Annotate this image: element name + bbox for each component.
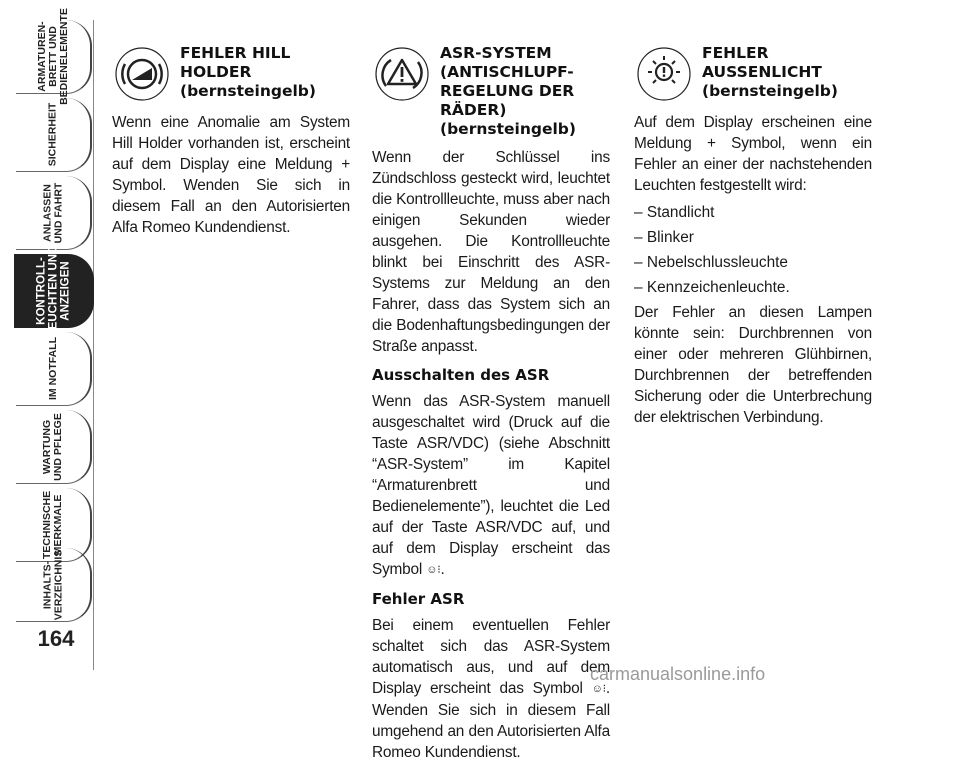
asr-off-symbol-icon: ☺⁝ [426, 564, 441, 576]
paragraph-text: Bei einem eventuellen Fehler schaltet sich das ASR-System automatisch aus, und auf dem Display erscheint das Symbol [372, 617, 610, 697]
section-heading: FEHLER AUSSENLICHT (bernsteingelb) [702, 44, 838, 100]
tab-label: KONTROLL- LEUCHTEN UND ANZEIGEN [35, 245, 72, 336]
subheading: Fehler ASR [372, 590, 465, 608]
tab-armaturenbrett[interactable] [16, 8, 92, 105]
tab-label: IM NOTFALL [46, 337, 59, 400]
section-header [372, 44, 610, 139]
body-paragraph: Der Fehler an diesen Lampen könnte sein: Durchbrennen von einer oder mehreren Glühbirnen, Durchbrennen der betreffenden Sicherung oder die Unterbrechung der elektrischen Verbindung. [634, 304, 872, 426]
list-item: – Standlicht [634, 204, 715, 221]
asr-off-symbol-icon: ☺⁝ [591, 683, 606, 695]
chapter-sidebar [0, 0, 100, 692]
body-paragraph: Auf dem Display erscheinen eine Meldung + Symbol, wenn ein Fehler an einer der nachstehenden Leuchten festgestellt wird: [634, 114, 872, 194]
body-paragraph: Wenn der Schlüssel ins Zündschloss gesteckt wird, leuchtet die Kontrollleuchte, muss aber nach einigen Sekunden wieder ausgehen. Die Kontrollleuchte blinkt bei Einschritt des ASR-Systems zur Meldung an den Fahrer, dass das System sich an die Bodenhaftungsbedingungen der Straße anpasst. [372, 149, 610, 355]
body-paragraph [372, 391, 610, 581]
tab-label: ARMATUREN- BRETT UND BEDIENELEMENTE [35, 8, 70, 105]
paragraph-text: . Wenden Sie sich in diesem Fall umgehend an den Autorisierten Alfa Romeo Kundendienst. [372, 680, 610, 761]
tab-kontrollleuchten[interactable] [14, 245, 94, 336]
asr-warning-triangle-icon [372, 44, 432, 104]
page-number: 164 [37, 626, 75, 651]
section-heading: FEHLER HILL HOLDER (bernsteingelb) [180, 44, 316, 100]
sidebar-divider [93, 20, 94, 670]
tab-label: WARTUNG UND PFLEGE [40, 412, 64, 481]
hill-holder-warning-icon [112, 44, 172, 104]
section-header [112, 44, 350, 104]
tab-anlassen[interactable] [16, 176, 92, 250]
list-item: – Kennzeichenleuchte. [634, 279, 790, 296]
section-heading: ASR-SYSTEM (ANTISCHLUPF- REGELUNG DER RÄDER) (bernsteingelb) [440, 44, 576, 138]
tab-inhaltsverzeichnis[interactable] [16, 548, 92, 622]
tab-label: ANLASSEN UND FAHRT [40, 182, 64, 243]
tab-label: TECHNISCHE MERKMALE [40, 490, 64, 559]
paragraph-text: Wenn das ASR-System manuell ausgeschaltet wird (Druck auf die Taste ASR/VDC) (siehe Abschnitt “ASR-System” im Kapitel “Armaturenbrett und Bedienelemente”), leuchtet die Led auf der Taste ASR/VDC auf, und auf dem Display erscheint das Symbol [372, 393, 610, 578]
tab-label: SICHERHEIT [46, 102, 59, 167]
watermark: carmanualsonline.info [590, 664, 766, 684]
column-asr-system [372, 44, 610, 769]
section-header [634, 44, 872, 104]
body-paragraph: Wenn eine Anomalie am System Hill Holder vorhanden ist, erscheint auf dem Display eine Meldung + Symbol. Wenden Sie sich in diesem Fall an den Autorisierten Alfa Romeo Kundendienst. [112, 114, 350, 236]
subheading: Ausschalten des ASR [372, 366, 550, 384]
list-item: – Nebelschlussleuchte [634, 254, 788, 271]
tab-im-notfall[interactable] [16, 332, 92, 406]
exterior-light-fault-icon [634, 44, 694, 104]
paragraph-text: . [440, 561, 445, 578]
list-item: – Blinker [634, 229, 694, 246]
tab-wartung[interactable] [16, 410, 92, 484]
column-aussenlicht [634, 44, 872, 434]
tab-label: INHALTS- VERZEICHNIS [41, 549, 64, 620]
column-hill-holder [112, 44, 350, 244]
body-paragraph [372, 615, 610, 763]
tab-sicherheit[interactable] [16, 98, 92, 172]
